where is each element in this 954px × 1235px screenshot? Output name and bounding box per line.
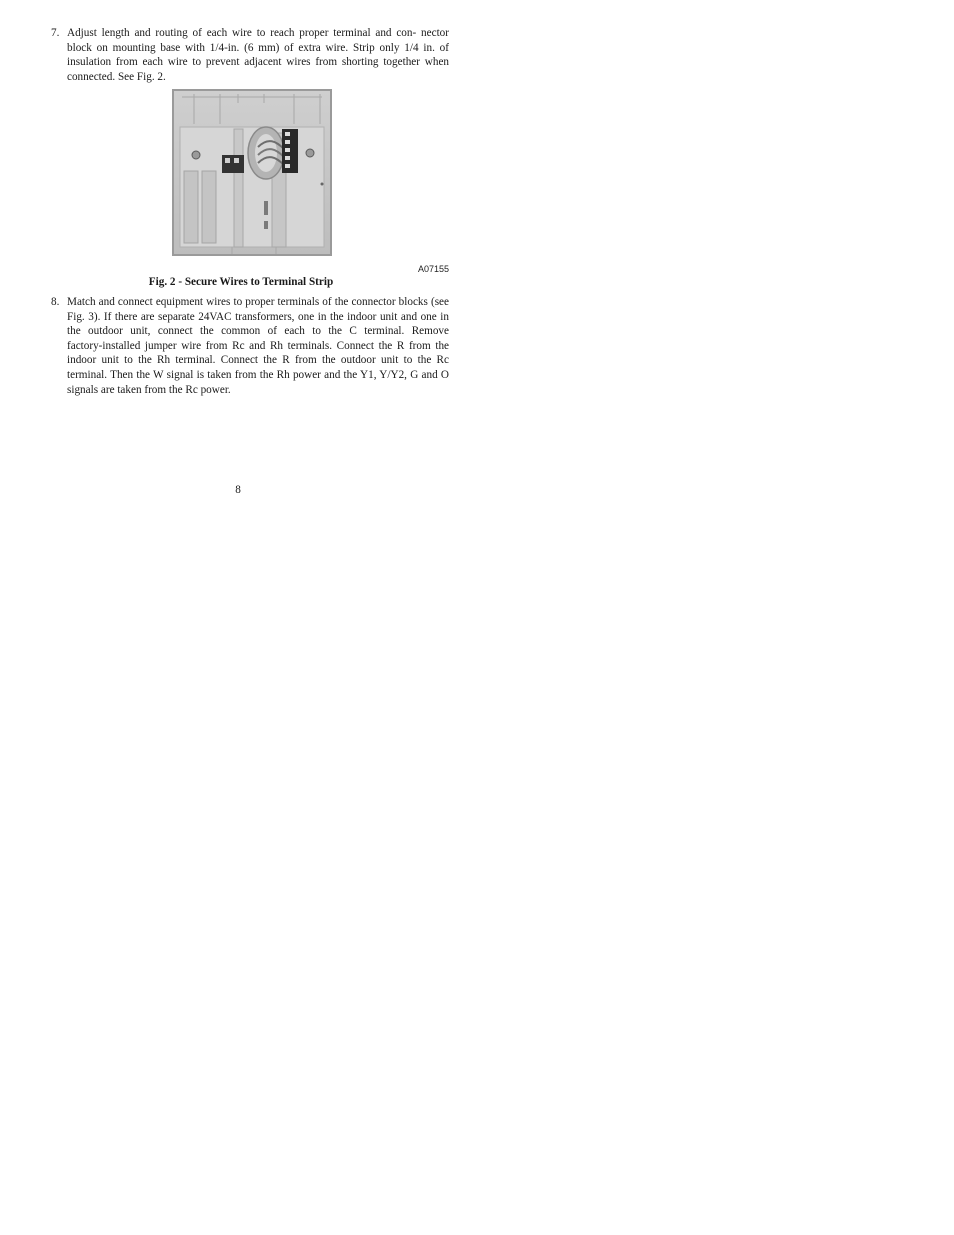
step-text: Adjust length and routing of each wire to reach proper terminal and con‑ nector block on mounting base with 1/4‑in. (6 mm) of extra wire. Strip only 1/4 in. of insulation from each wire to prevent adjacent wires from shorting together when connected. See Fig. 2. <box>67 27 449 83</box>
figure-code: A07155 <box>417 264 449 274</box>
step-text: Match and connect equipment wires to proper terminals of the connector blocks (see Fig. 3). If there are separate 24VAC transformers, one in the indoor unit and one in the outdoor unit, connect the common of each to the C terminal. Remove factory‑installed jumper wire from Rc and Rh terminals. Connect the R from the indoor unit to the Rh terminal. Connect the R from the outdoor unit to the Rc terminal. Then the W signal is taken from the Rh power and the Y1, Y/Y2, G and O signals are taken from the Rc power. <box>67 296 449 396</box>
mounting-base-photo <box>172 89 332 256</box>
instruction-step-7 <box>51 26 449 84</box>
figure-caption: Fig. 2 ‑ Secure Wires to Terminal Strip <box>148 276 334 288</box>
step-number: 8. <box>51 296 60 308</box>
instruction-step-8 <box>51 295 449 397</box>
step-number: 7. <box>51 27 60 39</box>
page-number: 8 <box>235 484 241 496</box>
